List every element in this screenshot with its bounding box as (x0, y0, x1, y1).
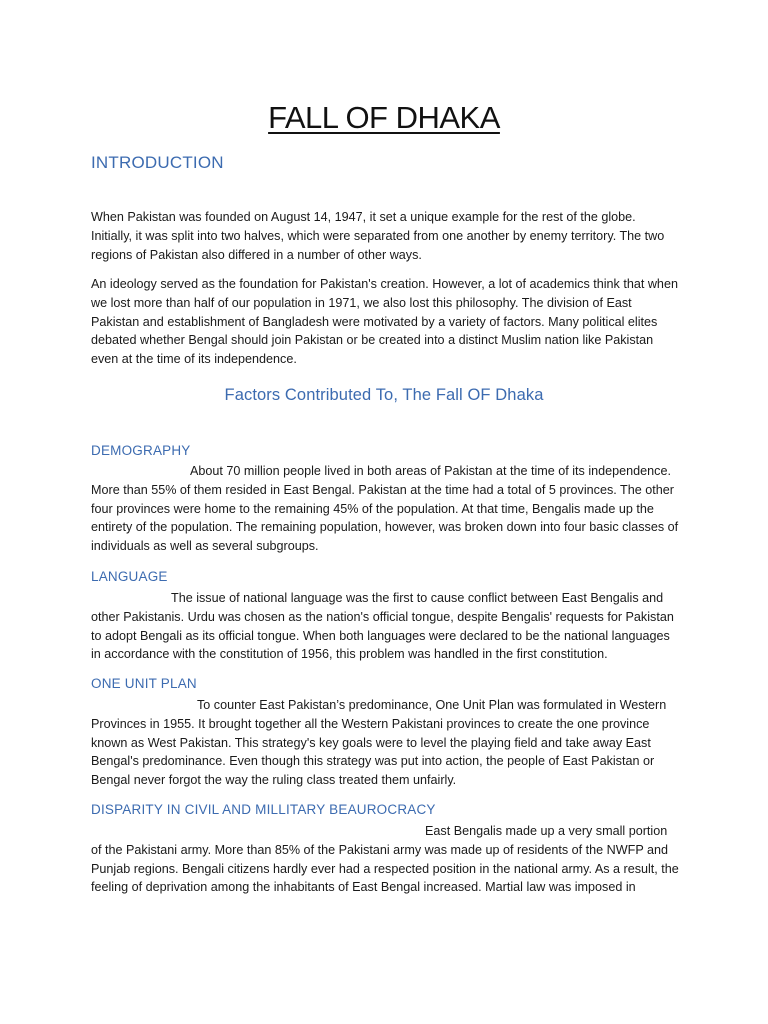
factors-heading: Factors Contributed To, The Fall OF Dhaka (224, 386, 544, 404)
intro-paragraph-1-text: When Pakistan was founded on August 14, 1947, it set a unique example for the rest of the globe. Initially, it was split into two halves, which were separated from one another by enemy territory. The two regions of Pakistan also differed in a number of other ways. (91, 210, 665, 262)
one-unit-plan-text: To counter East Pakistan’s predominance, One Unit Plan was formulated in Western Provinces in 1955. It brought together all the Western Pakistani provinces to create the one province known as West Pakistan. This strategy's key goals were to level the playing field and take away East Bengal's predominance. Even though this strategy was put into action, the people of East Pakistan or Bengal never forgot the way the ruling class treated them unfairly. (91, 698, 667, 788)
introduction-heading: INTRODUCTION (91, 153, 224, 172)
one-unit-plan-heading: ONE UNIT PLAN (91, 676, 197, 691)
disparity-heading: DISPARITY IN CIVIL AND MILLITARY BEAUROCRACY (91, 802, 436, 817)
demography-text: About 70 million people lived in both areas of Pakistan at the time of its independence. More than 55% of them resided in East Bengal. Pakistan at the time had a total of 5 provinces. The other four provinces were home to the remaining 45% of the population. At that time, Bengalis made up the entirety of the population. The remaining population, however, was broken down into four basic classes of individuals as well as several subgroups. (91, 464, 679, 554)
one-unit-plan-paragraph (91, 696, 679, 790)
demography-paragraph (91, 462, 679, 556)
language-heading: LANGUAGE (91, 569, 168, 584)
demography-heading: DEMOGRAPHY (91, 443, 191, 458)
intro-paragraph-2-text: An ideology served as the foundation for Pakistan's creation. However, a lot of academics think that when we lost more than half of our population in 1971, we also lost this philosophy. The division of East Pakistan and establishment of Bangladesh were motivated by a variety of factors. Many political elites debated whether Bengal should join Pakistan or be created into a distinct Muslim nation like Pakistan even at the time of its independence. (91, 277, 678, 367)
language-text: The issue of national language was the first to cause conflict between East Bengalis and other Pakistanis. Urdu was chosen as the nation's official tongue, despite Bengalis' requests for Pakistan to adopt Bengali as its official tongue. When both languages were declared to be the national languages in accordance with the constitution of 1956, this problem was handled in the first constitution. (91, 591, 674, 662)
intro-paragraph-2 (91, 275, 679, 369)
disparity-text: East Bengalis made up a very small portion of the Pakistani army. More than 85% of the Pakistani army was made up of residents of the NWFP and Punjab regions. Bengali citizens hardly ever had a respected position in the national army. As a result, the feeling of deprivation among the inhabitants of East Bengal increased. Martial law was imposed in (91, 824, 679, 895)
intro-paragraph-1 (91, 208, 679, 264)
page-title: FALL OF DHAKA (268, 100, 500, 135)
disparity-paragraph (91, 822, 679, 897)
language-paragraph (91, 589, 679, 664)
